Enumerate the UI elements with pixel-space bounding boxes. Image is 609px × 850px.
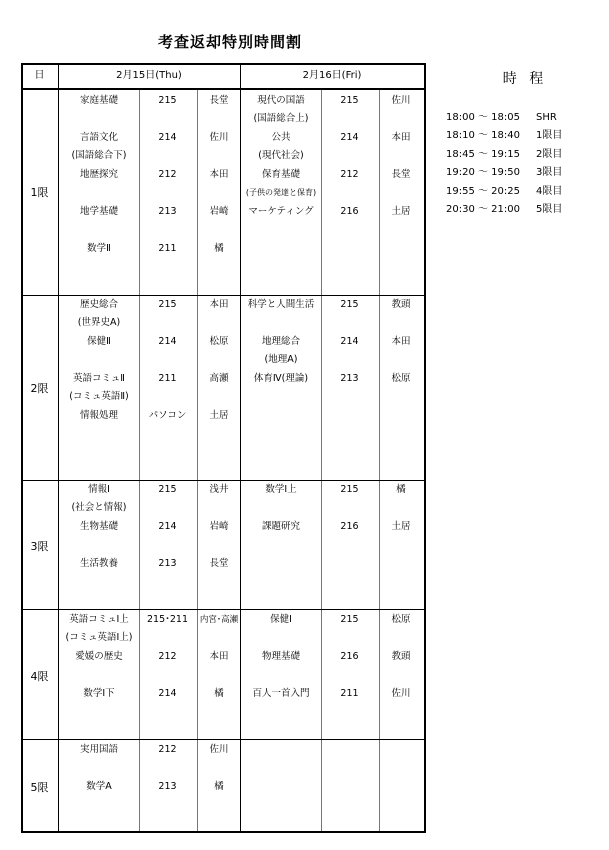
subject-note: (現代社会) [258,150,304,161]
room: 214 [158,688,177,699]
subject-note: (国語総合下) [71,150,127,161]
teacher: 長堂 [209,95,229,106]
schedule-time: 19:55 ～ 20:25 [446,186,520,197]
room: 215 [340,484,359,495]
subject: 数学Ⅰ下 [83,688,115,699]
room: 214 [158,336,177,347]
subject: 地理総合 [261,336,300,347]
subject: 歴史総合 [79,299,118,310]
room: 216 [340,521,359,532]
room: 214 [340,132,359,143]
grid-line [379,88,380,833]
teacher: 高瀬 [209,373,229,384]
grid-line [139,88,140,833]
subject: 百人一首入門 [252,688,310,699]
room: 212 [158,651,177,662]
teacher: 橘 [214,781,224,792]
room: 215 [340,614,359,625]
subject: 保育基礎 [261,169,300,180]
room: 213 [158,558,177,569]
period-label: 4限 [30,670,49,683]
teacher: 土居 [391,206,411,217]
grid-line [321,88,322,833]
subject: 保健Ⅱ [87,336,111,347]
schedule-time: 20:30 ～ 21:00 [446,204,520,215]
teacher: 岩崎 [209,206,229,217]
teacher: 松原 [391,614,411,625]
subject: 地学基礎 [79,206,118,217]
room: 211 [158,373,177,384]
room: 215 [340,95,359,106]
subject: 科学と人間生活 [247,299,315,310]
schedule-label: 1限目 [536,130,563,141]
grid-line [21,739,426,740]
subject: 数学A [86,781,112,792]
teacher: 長堂 [391,169,411,180]
subject: 物理基礎 [261,651,300,662]
subject: 英語コミュⅠ上 [69,614,129,625]
subject: 情報Ⅰ [88,484,110,495]
header-day: 日 [34,70,45,81]
subject-note: (子供の発達と保育) [245,188,317,197]
teacher: 橘 [214,243,224,254]
subject: 情報処理 [79,410,118,421]
subject: 現代の国語 [257,95,305,106]
header-thu: 2月15日(Thu) [116,70,182,81]
teacher: 土居 [209,410,229,421]
teacher: 橘 [214,688,224,699]
schedule-time: 18:00 ～ 18:05 [446,112,520,123]
teacher: 本田 [209,651,229,662]
teacher: 松原 [391,373,411,384]
subject-note: (地理A) [264,354,298,365]
period-label: 5限 [30,781,49,794]
grid-line [21,609,426,610]
schedule-label: 5限目 [536,204,563,215]
schedule-label: 2限目 [536,149,563,160]
period-label: 1限 [30,186,49,199]
subject: 家庭基礎 [79,95,118,106]
schedule-label: 3限目 [536,167,563,178]
subject-note: (世界史A) [77,317,121,328]
grid-line [197,88,198,833]
grid-line [58,63,59,833]
subject: 保健Ⅰ [270,614,292,625]
room: 215 [340,299,359,310]
page-title: 考査返却特別時間割 [157,33,302,51]
schedule-label: SHR [536,112,557,123]
subject: 体育Ⅳ(理論) [253,373,309,384]
subject: 実用国語 [79,744,118,755]
room: 214 [158,521,177,532]
subject-note: (国語総合上) [253,113,309,124]
subject: マーケティング [248,206,314,217]
teacher: 佐川 [209,132,229,143]
subject: 生活教養 [79,558,118,569]
subject: 数学Ⅰ上 [265,484,297,495]
grid-line [21,480,426,481]
teacher: 本田 [209,169,229,180]
teacher: 岩崎 [209,521,229,532]
subject: 愛媛の歴史 [75,651,123,662]
subject: 地歴探究 [79,169,118,180]
teacher: 内宮･高瀬 [199,615,239,625]
period-label: 2限 [30,382,49,395]
subject: 数学Ⅱ [87,243,111,254]
grid-line [21,831,426,833]
teacher: 佐川 [209,744,229,755]
room: 216 [340,651,359,662]
teacher: 橘 [396,484,406,495]
room: 212 [340,169,359,180]
room: 212 [158,169,177,180]
subject-note: (社会と情報) [71,502,127,513]
room: 213 [158,781,177,792]
grid-line [424,63,426,833]
teacher: 松原 [209,336,229,347]
teacher: 浅井 [209,484,229,495]
teacher: 本田 [209,299,229,310]
teacher: 佐川 [391,95,411,106]
timetable [21,63,426,833]
room: 215 [158,484,177,495]
room: 213 [340,373,359,384]
subject: 英語コミュⅡ [73,373,125,384]
schedule-time: 19:20 ～ 19:50 [446,167,520,178]
teacher: 教頭 [391,651,411,662]
grid-line [21,63,23,833]
room: 211 [158,243,177,254]
grid-line [21,88,426,90]
period-label: 3限 [30,540,49,553]
teacher: 佐川 [391,688,411,699]
schedule-time: 18:45 ～ 19:15 [446,149,520,160]
subject: 生物基礎 [79,521,118,532]
subject: 言語文化 [79,132,118,143]
room: 213 [158,206,177,217]
teacher: 教頭 [391,299,411,310]
room: パソコン [148,410,187,421]
room: 214 [158,132,177,143]
subject: 公共 [271,132,291,143]
subject-note: (コミュ英語Ⅰ上) [65,632,133,643]
teacher: 本田 [391,336,411,347]
schedule-title: 時 程 [502,71,548,87]
teacher: 長堂 [209,558,229,569]
schedule-time: 18:10 ～ 18:40 [446,130,520,141]
subject-note: (コミュ英語Ⅱ) [69,391,129,402]
room: 211 [340,688,359,699]
room: 215･211 [146,614,188,625]
room: 215 [158,299,177,310]
room: 216 [340,206,359,217]
schedule-label: 4限目 [536,186,563,197]
header-fri: 2月16日(Fri) [302,70,362,81]
room: 215 [158,95,177,106]
teacher: 土居 [391,521,411,532]
room: 214 [340,336,359,347]
subject: 課題研究 [261,521,300,532]
teacher: 本田 [391,132,411,143]
room: 212 [158,744,177,755]
grid-line [21,295,426,296]
